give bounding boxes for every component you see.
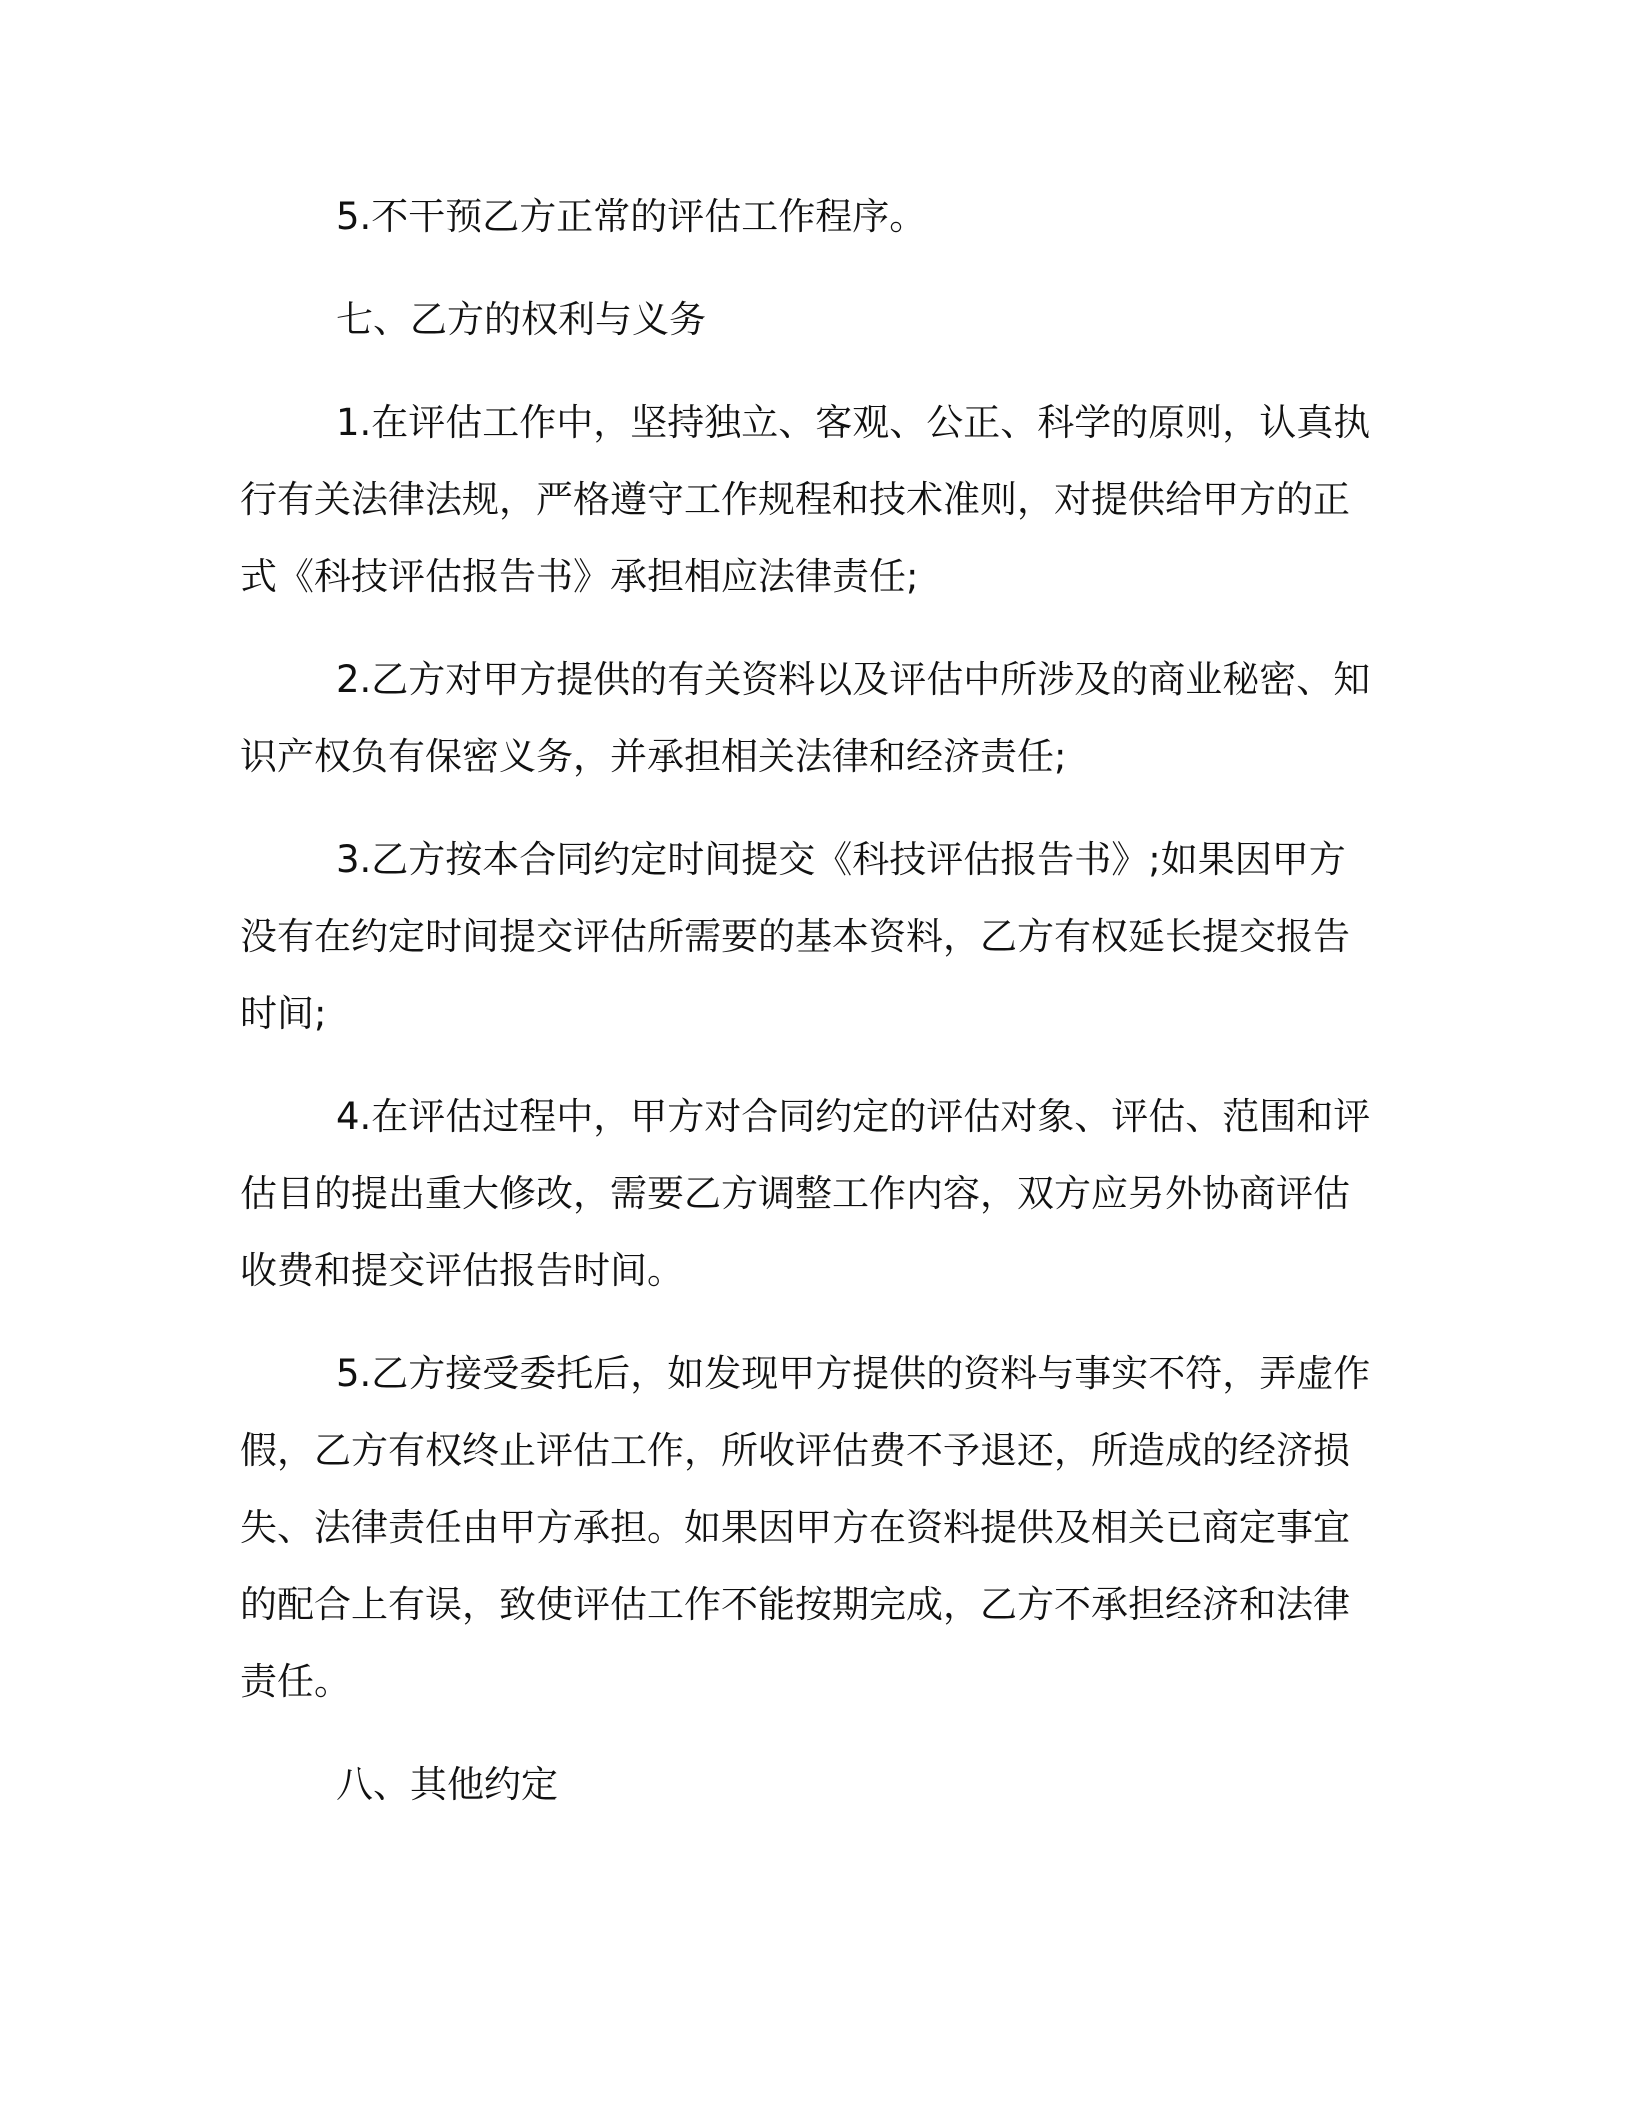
clause-b2-confidentiality: 2.乙方对甲方提供的有关资料以及评估中所涉及的商业秘密、知识产权负有保密义务，并承担相关法律和经济责任;	[240, 658, 1371, 778]
clause-a5-no-interference: 5.不干预乙方正常的评估工作程序。	[336, 195, 927, 238]
clause-b1-independence: 1.在评估工作中，坚持独立、客观、公正、科学的原则，认真执行有关法律法规，严格遵守工作规程和技术准则，对提供给甲方的正式《科技评估报告书》承担相应法律责任;	[240, 401, 1371, 598]
section-7-heading: 七、乙方的权利与义务	[336, 298, 706, 341]
document-body	[240, 178, 1380, 1849]
clause-b4-modification: 4.在评估过程中，甲方对合同约定的评估对象、评估、范围和评估目的提出重大修改，需要乙方调整工作内容，双方应另外协商评估收费和提交评估报告时间。	[240, 1095, 1371, 1292]
clause-b5-termination: 5.乙方接受委托后，如发现甲方提供的资料与事实不符，弄虚作假，乙方有权终止评估工作，所收评估费不予退还，所造成的经济损失、法律责任由甲方承担。如果因甲方在资料提供及相关已商定事宜的配合上有误，致使评估工作不能按期完成，乙方不承担经济和法律责任。	[240, 1352, 1371, 1703]
section-8-heading: 八、其他约定	[336, 1763, 558, 1806]
clause-b3-report-timing: 3.乙方按本合同约定时间提交《科技评估报告书》;如果因甲方没有在约定时间提交评估所需要的基本资料，乙方有权延长提交报告时间;	[240, 838, 1350, 1035]
